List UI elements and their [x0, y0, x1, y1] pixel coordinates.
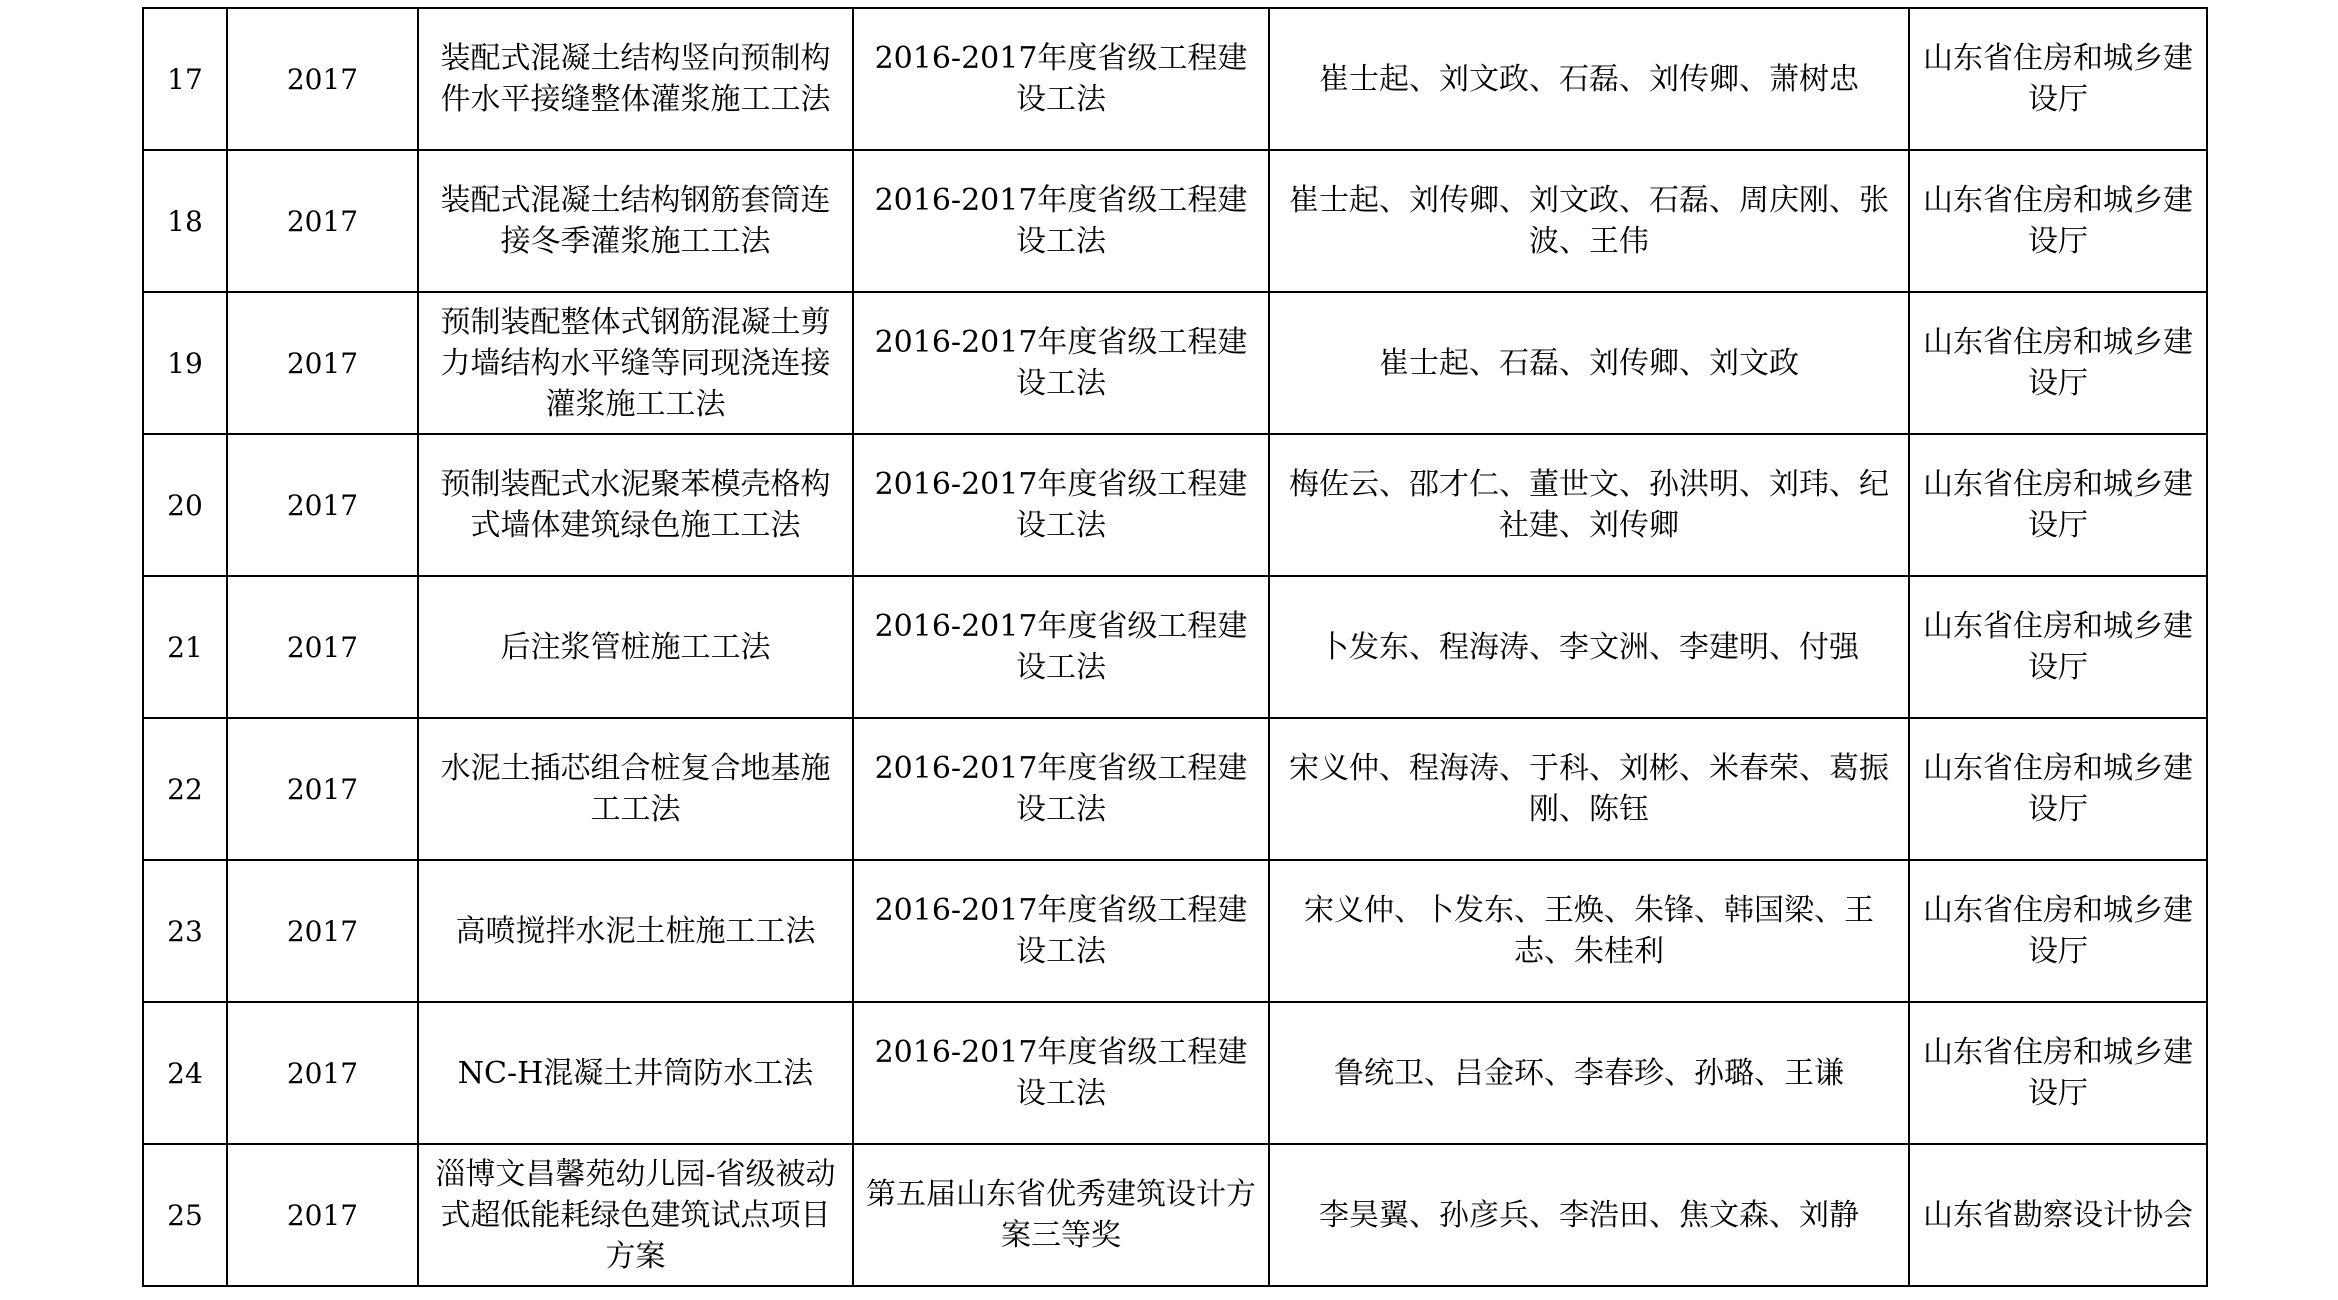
table-row: [143, 718, 2207, 860]
award-name: 2016-2017年度省级工程建设工法: [853, 718, 1269, 860]
row-number: 20: [143, 434, 227, 576]
table-row: [143, 576, 2207, 718]
contributors: 宋义仲、卜发东、王焕、朱锋、韩国梁、王志、朱桂利: [1269, 860, 1909, 1002]
issuing-body: 山东省住房和城乡建设厅: [1909, 292, 2207, 434]
row-year: 2017: [227, 1002, 418, 1144]
issuing-body: 山东省住房和城乡建设厅: [1909, 150, 2207, 292]
project-name: 高喷搅拌水泥土桩施工工法: [418, 860, 853, 1002]
row-year: 2017: [227, 434, 418, 576]
contributors: 鲁统卫、吕金环、李春珍、孙璐、王谦: [1269, 1002, 1909, 1144]
row-number: 25: [143, 1144, 227, 1286]
table-row: [143, 1002, 2207, 1144]
award-name: 第五届山东省优秀建筑设计方案三等奖: [853, 1144, 1269, 1286]
contributors: 梅佐云、邵才仁、董世文、孙洪明、刘玮、纪社建、刘传卿: [1269, 434, 1909, 576]
contributors: 崔士起、刘文政、石磊、刘传卿、萧树忠: [1269, 8, 1909, 150]
issuing-body: 山东省住房和城乡建设厅: [1909, 8, 2207, 150]
contributors: 崔士起、刘传卿、刘文政、石磊、周庆刚、张波、王伟: [1269, 150, 1909, 292]
award-name: 2016-2017年度省级工程建设工法: [853, 1002, 1269, 1144]
table-row: [143, 150, 2207, 292]
row-number: 18: [143, 150, 227, 292]
table-row: [143, 434, 2207, 576]
project-name: 淄博文昌馨苑幼儿园-省级被动式超低能耗绿色建筑试点项目方案: [418, 1144, 853, 1286]
issuing-body: 山东省住房和城乡建设厅: [1909, 1002, 2207, 1144]
table-row: [143, 292, 2207, 434]
row-year: 2017: [227, 150, 418, 292]
row-number: 22: [143, 718, 227, 860]
project-name: 后注浆管桩施工工法: [418, 576, 853, 718]
awards-table: [142, 7, 2208, 1287]
project-name: 预制装配整体式钢筋混凝土剪力墙结构水平缝等同现浇连接灌浆施工工法: [418, 292, 853, 434]
row-year: 2017: [227, 718, 418, 860]
row-number: 23: [143, 860, 227, 1002]
row-year: 2017: [227, 8, 418, 150]
table-row: [143, 1144, 2207, 1286]
award-name: 2016-2017年度省级工程建设工法: [853, 292, 1269, 434]
project-name: 水泥土插芯组合桩复合地基施工工法: [418, 718, 853, 860]
issuing-body: 山东省住房和城乡建设厅: [1909, 434, 2207, 576]
project-name: 装配式混凝土结构竖向预制构件水平接缝整体灌浆施工工法: [418, 8, 853, 150]
project-name: 装配式混凝土结构钢筋套筒连接冬季灌浆施工工法: [418, 150, 853, 292]
issuing-body: 山东省勘察设计协会: [1909, 1144, 2207, 1286]
row-year: 2017: [227, 860, 418, 1002]
contributors: 崔士起、石磊、刘传卿、刘文政: [1269, 292, 1909, 434]
row-number: 17: [143, 8, 227, 150]
award-name: 2016-2017年度省级工程建设工法: [853, 8, 1269, 150]
row-year: 2017: [227, 292, 418, 434]
award-name: 2016-2017年度省级工程建设工法: [853, 860, 1269, 1002]
award-name: 2016-2017年度省级工程建设工法: [853, 150, 1269, 292]
issuing-body: 山东省住房和城乡建设厅: [1909, 576, 2207, 718]
project-name: NC-H混凝土井筒防水工法: [418, 1002, 853, 1144]
issuing-body: 山东省住房和城乡建设厅: [1909, 860, 2207, 1002]
award-name: 2016-2017年度省级工程建设工法: [853, 434, 1269, 576]
award-name: 2016-2017年度省级工程建设工法: [853, 576, 1269, 718]
issuing-body: 山东省住房和城乡建设厅: [1909, 718, 2207, 860]
row-number: 24: [143, 1002, 227, 1144]
project-name: 预制装配式水泥聚苯模壳格构式墙体建筑绿色施工工法: [418, 434, 853, 576]
table-row: [143, 860, 2207, 1002]
row-number: 19: [143, 292, 227, 434]
contributors: 卜发东、程海涛、李文洲、李建明、付强: [1269, 576, 1909, 718]
contributors: 李昊翼、孙彦兵、李浩田、焦文森、刘静: [1269, 1144, 1909, 1286]
row-year: 2017: [227, 1144, 418, 1286]
contributors: 宋义仲、程海涛、于科、刘彬、米春荣、葛振刚、陈钰: [1269, 718, 1909, 860]
row-year: 2017: [227, 576, 418, 718]
row-number: 21: [143, 576, 227, 718]
table-row: [143, 8, 2207, 150]
